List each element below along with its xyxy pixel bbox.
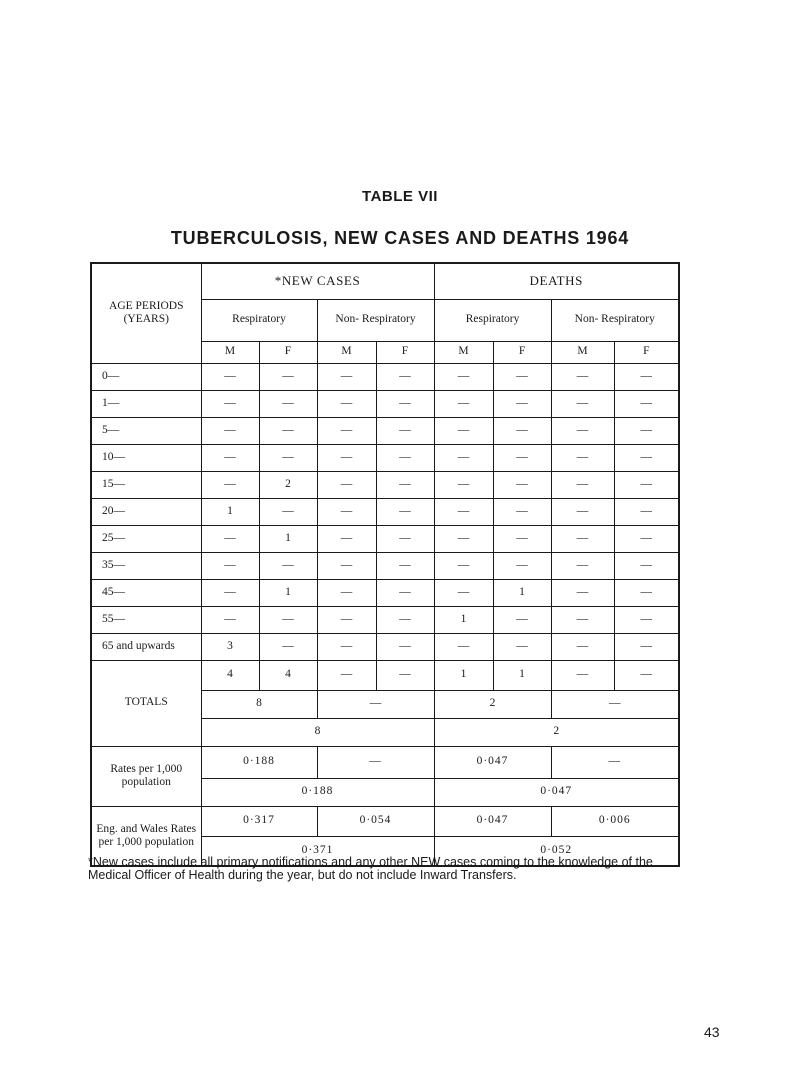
table-cell: — [201, 390, 259, 417]
totals-cell: 4 [201, 660, 259, 690]
table-cell: 2 [259, 471, 317, 498]
table-cell: — [201, 471, 259, 498]
table-cell: — [551, 525, 614, 552]
age-row [91, 498, 679, 525]
age-row [91, 363, 679, 390]
table-cell: — [551, 417, 614, 444]
table-cell: 1 [201, 498, 259, 525]
totals-overall-new-cases: 8 [201, 718, 434, 746]
eng-wales-cell: 0·006 [551, 806, 679, 836]
table-cell: — [201, 363, 259, 390]
totals-cell: 1 [493, 660, 551, 690]
table-cell: — [317, 579, 376, 606]
table-cell: — [201, 525, 259, 552]
age-row [91, 417, 679, 444]
table-cell: — [614, 633, 679, 660]
totals-label: TOTALS [91, 660, 201, 746]
table-cell: 3 [201, 633, 259, 660]
totals-by-type-cell: 2 [434, 690, 551, 718]
table-cell: — [434, 444, 493, 471]
age-period-label: 20— [91, 498, 201, 525]
table-cell: — [259, 417, 317, 444]
table-cell: — [614, 444, 679, 471]
age-row [91, 633, 679, 660]
table-cell: — [434, 552, 493, 579]
tuberculosis-table [90, 262, 680, 867]
age-period-label: 1— [91, 390, 201, 417]
footnote: *New cases include all primary notifications and any other NEW cases coming to the knowledge of the Medical Officer of Health during the year, but do not include Inward Transfers. [88, 855, 653, 882]
table-cell: — [317, 525, 376, 552]
table-cell: — [551, 498, 614, 525]
rates-cell: 0·188 [201, 746, 317, 778]
table-cell: — [201, 417, 259, 444]
table-cell: — [317, 444, 376, 471]
age-period-label: 45— [91, 579, 201, 606]
table-cell: — [376, 471, 434, 498]
sex-header-f: F [614, 341, 679, 363]
eng-wales-cell: 0·054 [317, 806, 434, 836]
age-period-label: 15— [91, 471, 201, 498]
table-cell: — [376, 525, 434, 552]
rates-overall-deaths: 0·047 [434, 778, 679, 806]
totals-by-type-cell: — [317, 690, 434, 718]
table-cell: — [317, 498, 376, 525]
eng-wales-overall-new-cases: 0·371 [201, 836, 434, 866]
table-cell: — [614, 363, 679, 390]
table-number-title: TABLE VII [362, 188, 438, 205]
age-row [91, 471, 679, 498]
totals-cell: 1 [434, 660, 493, 690]
age-period-label: 65 and upwards [91, 633, 201, 660]
new-cases-header: *NEW CASES [201, 263, 434, 299]
age-periods-header: AGE PERIODS (YEARS) [91, 263, 201, 363]
table-cell: — [317, 606, 376, 633]
table-cell: 1 [493, 579, 551, 606]
rates-overall-new-cases: 0·188 [201, 778, 434, 806]
table-cell: — [259, 606, 317, 633]
totals-cell: — [376, 660, 434, 690]
totals-cell: — [614, 660, 679, 690]
table-cell: — [614, 606, 679, 633]
age-rows [91, 363, 679, 660]
table-cell: — [493, 498, 551, 525]
table-cell: — [317, 471, 376, 498]
table-cell: — [551, 390, 614, 417]
totals-by-type-cell: — [551, 690, 679, 718]
table-cell: — [493, 633, 551, 660]
table-cell: — [551, 579, 614, 606]
table-cell: — [434, 633, 493, 660]
sex-header-m: M [201, 341, 259, 363]
table-cell: — [614, 390, 679, 417]
eng-wales-overall-deaths: 0·052 [434, 836, 679, 866]
table-cell: — [201, 579, 259, 606]
table-cell: — [551, 606, 614, 633]
sex-header-f: F [259, 341, 317, 363]
table-cell: — [614, 579, 679, 606]
table-cell: — [434, 471, 493, 498]
table-cell: — [493, 390, 551, 417]
table-cell: — [376, 633, 434, 660]
table-cell: — [493, 363, 551, 390]
age-row [91, 606, 679, 633]
age-period-label: 10— [91, 444, 201, 471]
rates-cell: — [551, 746, 679, 778]
table-cell: — [259, 444, 317, 471]
age-row [91, 525, 679, 552]
table-cell: — [201, 444, 259, 471]
table-cell: — [434, 363, 493, 390]
table-cell: — [201, 552, 259, 579]
table-cell: — [317, 633, 376, 660]
table-cell: — [434, 498, 493, 525]
table-cell: — [493, 525, 551, 552]
table-cell: — [614, 471, 679, 498]
age-period-label: 55— [91, 606, 201, 633]
age-period-label: 35— [91, 552, 201, 579]
age-period-label: 5— [91, 417, 201, 444]
sex-header-m: M [434, 341, 493, 363]
totals-cell: 4 [259, 660, 317, 690]
table-cell: — [376, 552, 434, 579]
table-cell: — [551, 444, 614, 471]
table-cell: — [259, 390, 317, 417]
table-cell: — [434, 525, 493, 552]
table-cell: — [551, 363, 614, 390]
table-cell: — [614, 417, 679, 444]
totals-cell: — [317, 660, 376, 690]
deaths-header: DEATHS [434, 263, 679, 299]
deaths-respiratory-header: Respiratory [434, 299, 551, 341]
deaths-non-respiratory-header: Non- Respiratory [551, 299, 679, 341]
table-cell: — [376, 363, 434, 390]
table-cell: — [614, 552, 679, 579]
table-cell: — [201, 606, 259, 633]
table-cell: — [376, 444, 434, 471]
age-row [91, 390, 679, 417]
table-cell: — [259, 363, 317, 390]
table-cell: — [493, 471, 551, 498]
table-cell: — [434, 579, 493, 606]
age-period-label: 0— [91, 363, 201, 390]
new-cases-non-respiratory-header: Non- Respiratory [317, 299, 434, 341]
eng-wales-cell: 0·317 [201, 806, 317, 836]
new-cases-respiratory-header: Respiratory [201, 299, 317, 341]
table-cell: — [376, 579, 434, 606]
table-cell: — [614, 525, 679, 552]
table-cell: — [259, 552, 317, 579]
table-cell: 1 [259, 579, 317, 606]
report-title: TUBERCULOSIS, NEW CASES AND DEATHS 1964 [170, 228, 630, 248]
table-cell: — [259, 633, 317, 660]
table-cell: — [376, 417, 434, 444]
table-cell: — [317, 390, 376, 417]
age-row [91, 579, 679, 606]
rates-cell: — [317, 746, 434, 778]
table-cell: 1 [434, 606, 493, 633]
age-period-label: 25— [91, 525, 201, 552]
table-cell: — [551, 552, 614, 579]
eng-wales-cell: 0·047 [434, 806, 551, 836]
table-cell: — [317, 417, 376, 444]
table-cell: — [434, 417, 493, 444]
table-cell: — [317, 363, 376, 390]
table-cell: — [493, 606, 551, 633]
table-cell: — [551, 633, 614, 660]
table-cell: — [259, 498, 317, 525]
totals-overall-deaths: 2 [434, 718, 679, 746]
age-row [91, 444, 679, 471]
sex-header-f: F [493, 341, 551, 363]
table-cell: — [493, 552, 551, 579]
rates-cell: 0·047 [434, 746, 551, 778]
table-cell: — [614, 498, 679, 525]
totals-cell: — [551, 660, 614, 690]
table-cell: 1 [259, 525, 317, 552]
totals-by-type-cell: 8 [201, 690, 317, 718]
table-cell: — [376, 606, 434, 633]
table-cell: — [493, 417, 551, 444]
rates-label: Rates per 1,000 population [91, 746, 201, 806]
table-cell: — [376, 390, 434, 417]
sex-header-m: M [551, 341, 614, 363]
table-cell: — [551, 471, 614, 498]
page-number: 43 [704, 1024, 720, 1040]
sex-header-f: F [376, 341, 434, 363]
table-cell: — [376, 498, 434, 525]
eng-wales-label: Eng. and Wales Rates per 1,000 population [91, 806, 201, 866]
table-cell: — [434, 390, 493, 417]
sex-header-m: M [317, 341, 376, 363]
table-cell: — [317, 552, 376, 579]
age-row [91, 552, 679, 579]
table-cell: — [493, 444, 551, 471]
